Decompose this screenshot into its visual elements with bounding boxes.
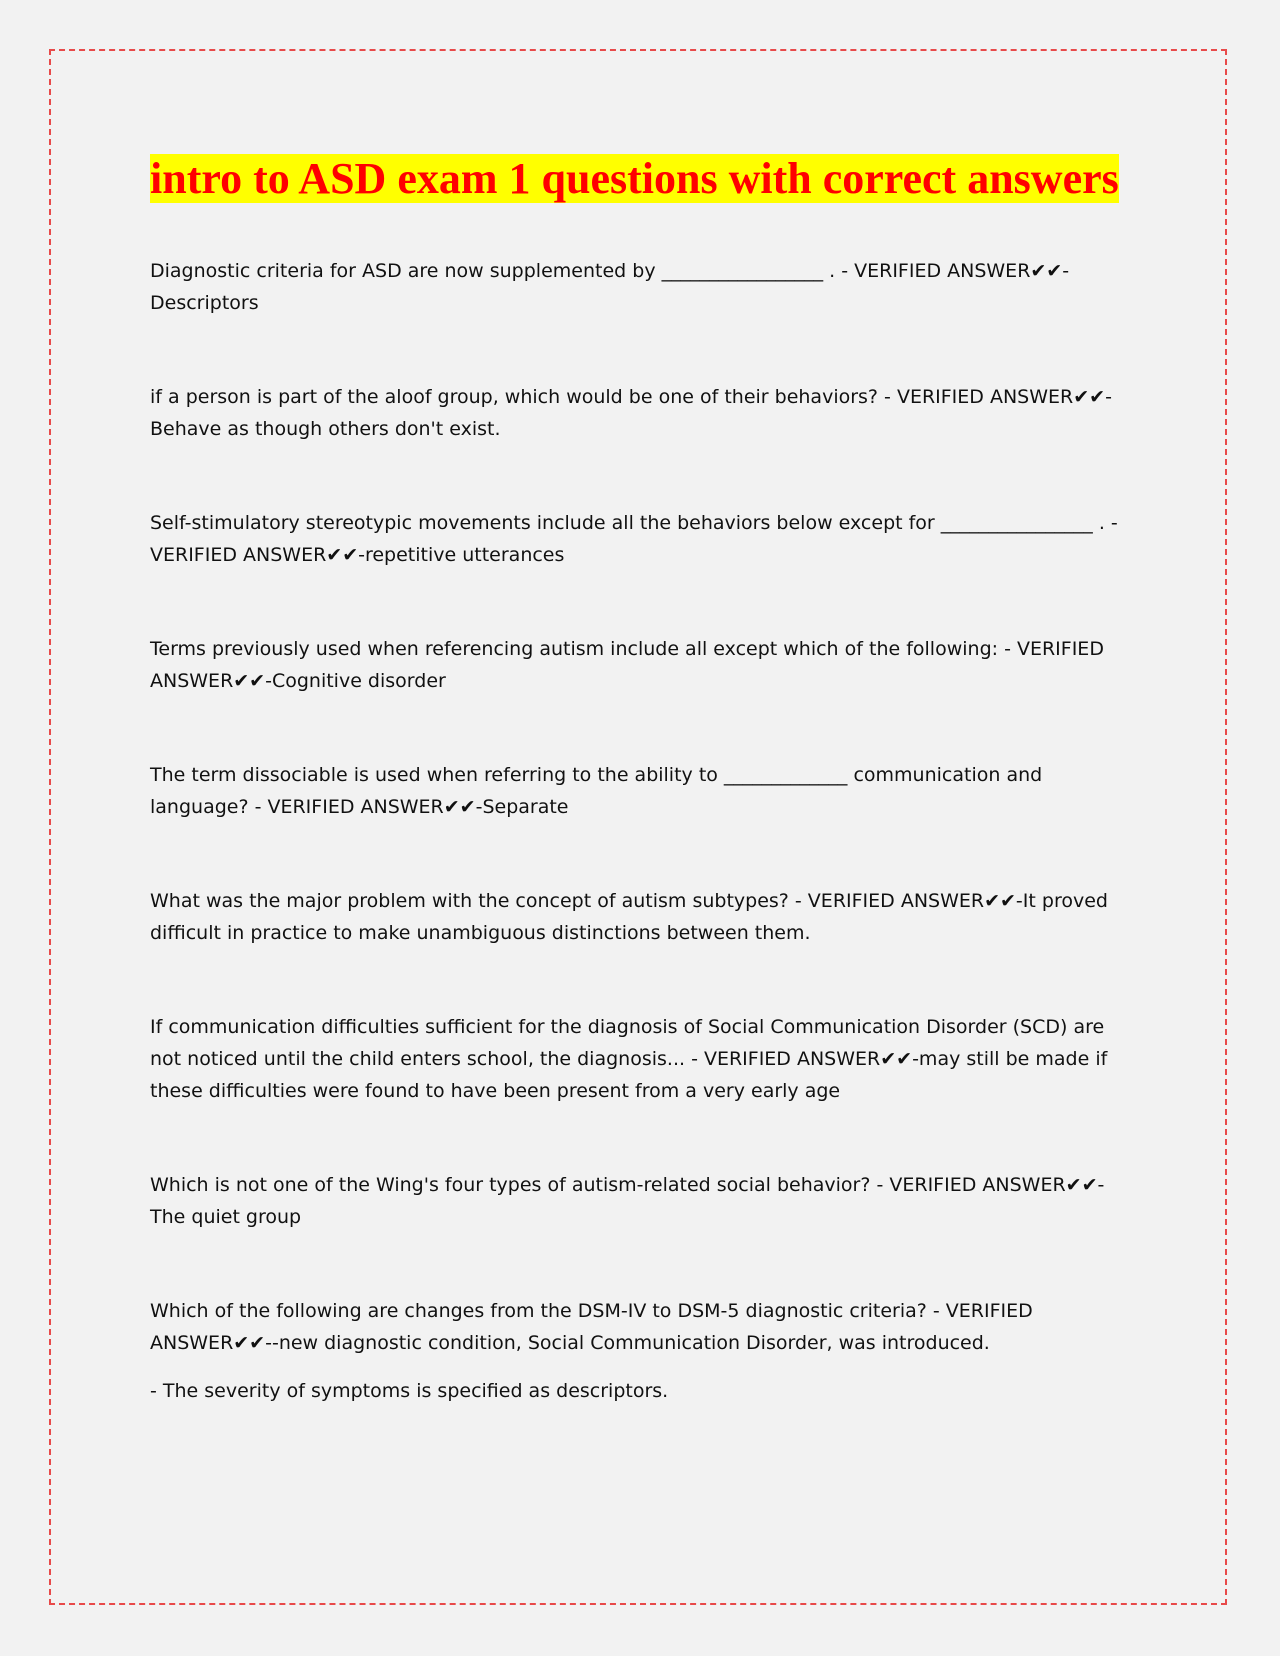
title-highlight: intro to ASD exam 1 questions with correct answers <box>150 154 1119 203</box>
document-content <box>150 150 1140 1407</box>
qa-list <box>150 255 1140 1407</box>
qa-item-7: If communication difficulties sufficient for the diagnosis of Social Communication Disorder (SCD) are not noticed until the child enters school, the diagnosis... - VERIFIED ANSWER✔✔-may still be made if these difficulties were found to have been present from a very early age <box>150 1016 1108 1102</box>
qa-item-9: Which of the following are changes from the DSM-IV to DSM-5 diagnostic criteria? - VERIFIED ANSWER✔✔--new diagnostic condition, Social Communication Disorder, was introduced. <box>150 1300 1033 1354</box>
qa-item-8: Which is not one of the Wing's four types of autism-related social behavior? - VERIFIED ANSWER✔✔- The quiet group <box>150 1174 1105 1228</box>
qa-item-2: if a person is part of the aloof group, which would be one of their behaviors? - VERIFIED ANSWER✔✔-Behave as though others don't exist. <box>150 386 1112 440</box>
qa-item-9-followup: - The severity of symptoms is specified as descriptors. <box>150 1380 669 1402</box>
qa-item-4: Terms previously used when referencing autism include all except which of the following: - VERIFIED ANSWER✔✔-Cognitive disorder <box>150 638 1104 692</box>
qa-item-6: What was the major problem with the concept of autism subtypes? - VERIFIED ANSWER✔✔-It proved difficult in practice to make unambiguous distinctions between them. <box>150 890 1108 944</box>
qa-item-1: Diagnostic criteria for ASD are now supplemented by _________________ . - VERIFIED ANSWER✔✔- Descriptors <box>150 260 1070 314</box>
qa-item-5: The term dissociable is used when referring to the ability to _____________ communication and language? - VERIFIED ANSWER✔✔-Separate <box>150 764 1043 818</box>
qa-item-3: Self-stimulatory stereotypic movements include all the behaviors below except for ________________ . - VERIFIED ANSWER✔✔-repetitive utterances <box>150 512 1118 566</box>
document-title <box>150 150 1140 207</box>
